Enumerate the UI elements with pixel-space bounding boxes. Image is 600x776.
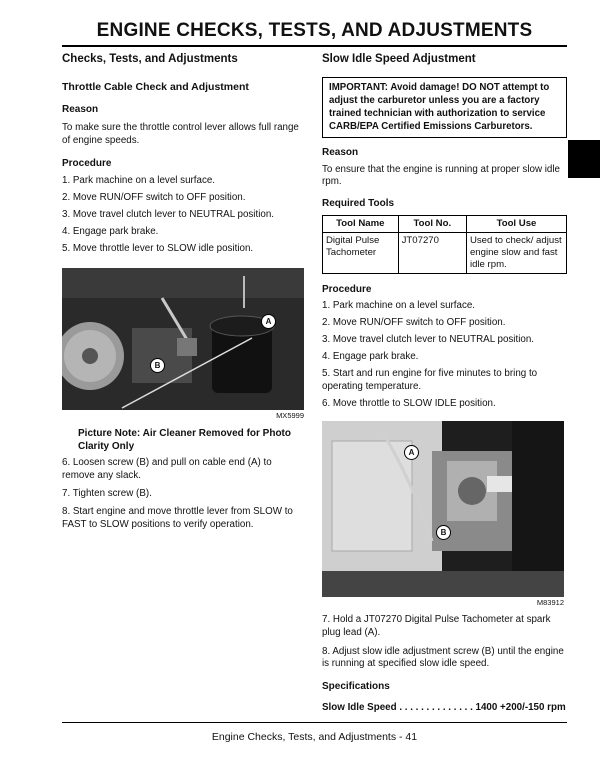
section-title: Checks, Tests, and Adjustments (62, 53, 238, 65)
picture-note: Picture Note: Air Cleaner Removed for Photo Clarity Only (78, 427, 291, 452)
step: 7. Hold a JT07270 Digital Pulse Tachometer at spark plug lead (A). (322, 613, 551, 638)
important-notice: IMPORTANT: Avoid damage! DO NOT attempt to adjust the carburetor unless you are a factory trained technician with authorization to service CARB/EPA Certified Emissions Carburetors. (322, 77, 567, 138)
table-cell: JT07270 (398, 233, 466, 274)
table-header: Tool Name (323, 215, 399, 233)
engine-photo-carburetor (322, 421, 564, 597)
step: 8. Start engine and move throttle lever from SLOW to FAST to SLOW positions to verify operation. (62, 505, 293, 530)
procedure-label: Procedure (62, 158, 112, 170)
step: 2. Move RUN/OFF switch to OFF position. (62, 192, 246, 204)
reason-text: To make sure the throttle control lever allows full range of engine speeds. (62, 122, 299, 147)
thumb-index-tab (568, 140, 600, 178)
callout-b: B (150, 358, 165, 373)
spec-slow-idle-speed (322, 702, 567, 715)
footer-rule (62, 722, 567, 723)
spec-name: Slow Idle Speed (322, 701, 397, 713)
required-tools-label: Required Tools (322, 198, 395, 210)
table-header-row (323, 215, 567, 233)
reason-label: Reason (62, 104, 99, 116)
page-footer: Engine Checks, Tests, and Adjustments - 41 (211, 731, 418, 743)
callout-a: A (404, 445, 419, 460)
callout-a: A (261, 314, 276, 329)
reason-text: To ensure that the engine is running at proper slow idle rpm. (322, 163, 560, 188)
spec-value: 1400 +200/-150 rpm (475, 701, 566, 713)
procedure-steps-continued (322, 614, 567, 672)
page-title: ENGINE CHECKS, TESTS, AND ADJUSTMENTS (96, 20, 533, 41)
table-cell: Used to check/ adjust engine slow and fast idle rpm. (466, 233, 566, 274)
subsection-title: Throttle Cable Check and Adjustment (62, 81, 249, 94)
table-cell: Digital Pulse Tachometer (323, 233, 399, 274)
table-header: Tool Use (466, 215, 566, 233)
spec-leader-dots: . . . . . . . . . . . . . . (396, 701, 476, 713)
step: 8. Adjust slow idle adjustment screw (B) until the engine is running at specified slow idle speed. (322, 645, 564, 670)
step: 2. Move RUN/OFF switch to OFF position. (322, 317, 506, 329)
carburetor-photo-drawing (322, 421, 564, 597)
step: 4. Engage park brake. (62, 226, 159, 238)
procedure-steps-continued (62, 457, 306, 532)
photo-id: MX5999 (276, 410, 304, 420)
procedure-label: Procedure (322, 284, 372, 296)
photo-id: M83912 (536, 597, 564, 607)
step: 5. Move throttle lever to SLOW idle position. (62, 242, 254, 254)
section-title: Slow Idle Speed Adjustment (322, 53, 476, 65)
title-rule (62, 45, 567, 47)
step: 7. Tighten screw (B). (62, 487, 152, 499)
left-column (62, 50, 306, 532)
tools-table (322, 215, 567, 275)
specifications-label: Specifications (322, 681, 390, 693)
table-header: Tool No. (398, 215, 466, 233)
step: 6. Move throttle to SLOW IDLE position. (322, 397, 496, 409)
engine-photo-drawing (62, 268, 304, 410)
step: 5. Start and run engine for five minutes to bring to operating temperature. (322, 368, 538, 392)
step: 4. Engage park brake. (322, 351, 419, 363)
step: 3. Move travel clutch lever to NEUTRAL position. (322, 334, 534, 346)
step: 6. Loosen screw (B) and pull on cable end (A) to remove any slack. (62, 457, 272, 482)
engine-photo-throttle (62, 268, 304, 410)
step: 1. Park machine on a level surface. (62, 175, 216, 187)
right-column (322, 50, 567, 715)
table-row (323, 233, 567, 274)
step: 3. Move travel clutch lever to NEUTRAL position. (62, 209, 274, 221)
callout-b: B (436, 525, 451, 540)
procedure-steps (322, 300, 567, 410)
reason-label: Reason (322, 147, 359, 159)
procedure-steps (62, 175, 306, 256)
step: 1. Park machine on a level surface. (322, 300, 476, 312)
